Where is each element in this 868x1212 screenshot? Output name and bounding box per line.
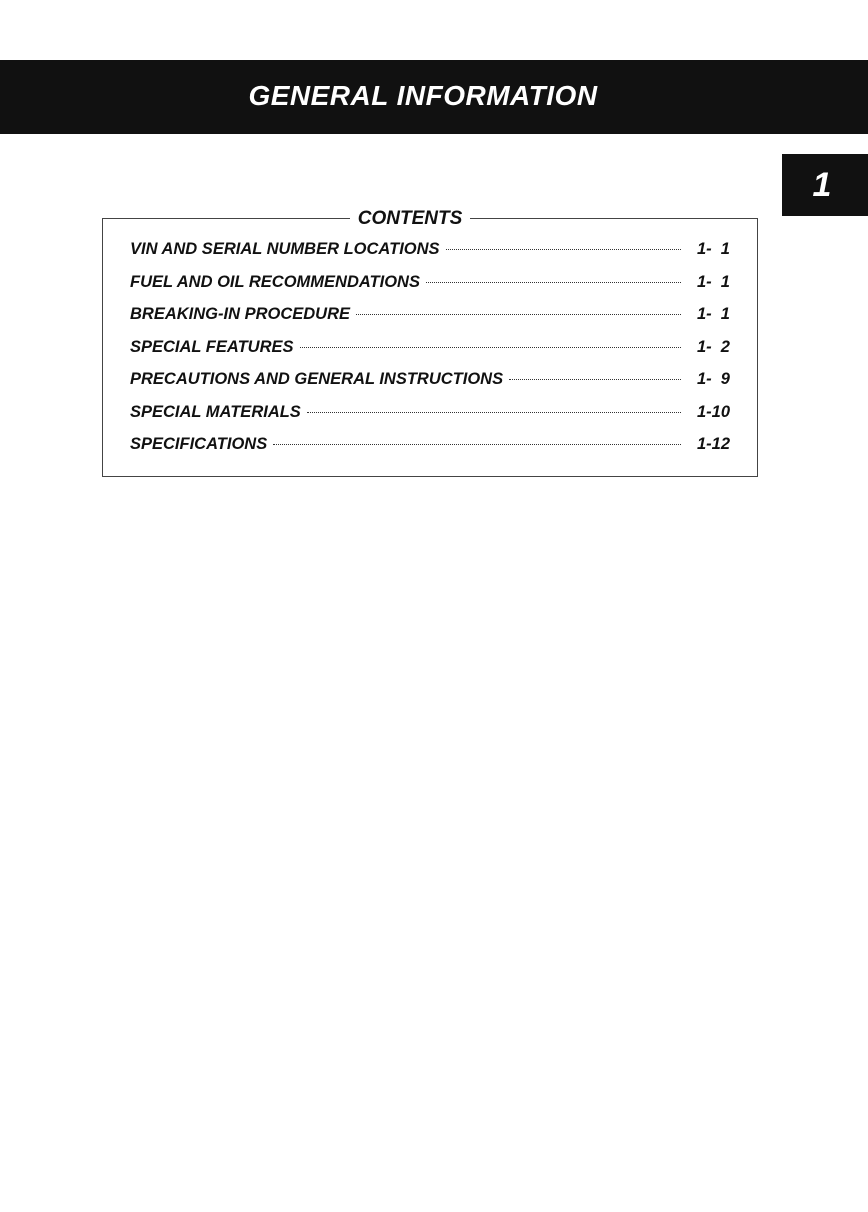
toc-entry-title: SPECIAL MATERIALS bbox=[130, 402, 301, 421]
toc-entry-special-materials[interactable] bbox=[130, 403, 730, 436]
toc-entry-title: VIN AND SERIAL NUMBER LOCATIONS bbox=[130, 240, 440, 258]
toc-entry-fuel-oil[interactable] bbox=[130, 273, 730, 306]
contents-box-top-rule-left bbox=[102, 218, 350, 219]
toc-dot-leader bbox=[446, 248, 681, 250]
toc-dot-leader bbox=[356, 313, 681, 315]
toc-dot-leader bbox=[509, 378, 681, 380]
toc-entry-page: 1-12 bbox=[696, 435, 730, 453]
toc-entry-special-features[interactable] bbox=[130, 338, 730, 371]
toc-dot-leader bbox=[273, 443, 681, 445]
section-title: GENERAL INFORMATION bbox=[248, 80, 598, 111]
toc-entry-title: PRECAUTIONS AND GENERAL INSTRUCTIONS bbox=[130, 370, 504, 388]
toc-entry-page: 1-10 bbox=[696, 402, 730, 421]
toc-entry-page: 1- 2 bbox=[696, 337, 730, 356]
toc-list bbox=[130, 240, 730, 468]
toc-entry-title: SPECIFICATIONS bbox=[130, 435, 268, 453]
toc-entry-breaking-in[interactable] bbox=[130, 305, 730, 338]
toc-entry-specifications[interactable] bbox=[130, 435, 730, 468]
toc-dot-leader bbox=[300, 346, 682, 348]
toc-entry-page: 1- 1 bbox=[696, 272, 730, 291]
chapter-number: 1 bbox=[812, 166, 832, 204]
toc-dot-leader bbox=[307, 411, 681, 413]
toc-entry-page: 1- 9 bbox=[696, 370, 730, 388]
toc-entry-page: 1- 1 bbox=[696, 240, 730, 258]
contents-box-top-rule-right bbox=[470, 218, 758, 219]
contents-heading: CONTENTS bbox=[350, 206, 470, 232]
toc-entry-title: SPECIAL FEATURES bbox=[130, 337, 294, 356]
toc-entry-page: 1- 1 bbox=[696, 305, 730, 323]
toc-entry-title: BREAKING-IN PROCEDURE bbox=[130, 305, 351, 323]
toc-entry-precautions[interactable] bbox=[130, 370, 730, 403]
toc-entry-vin-serial[interactable] bbox=[130, 240, 730, 273]
toc-entry-title: FUEL AND OIL RECOMMENDATIONS bbox=[130, 272, 420, 291]
toc-dot-leader bbox=[426, 281, 681, 283]
